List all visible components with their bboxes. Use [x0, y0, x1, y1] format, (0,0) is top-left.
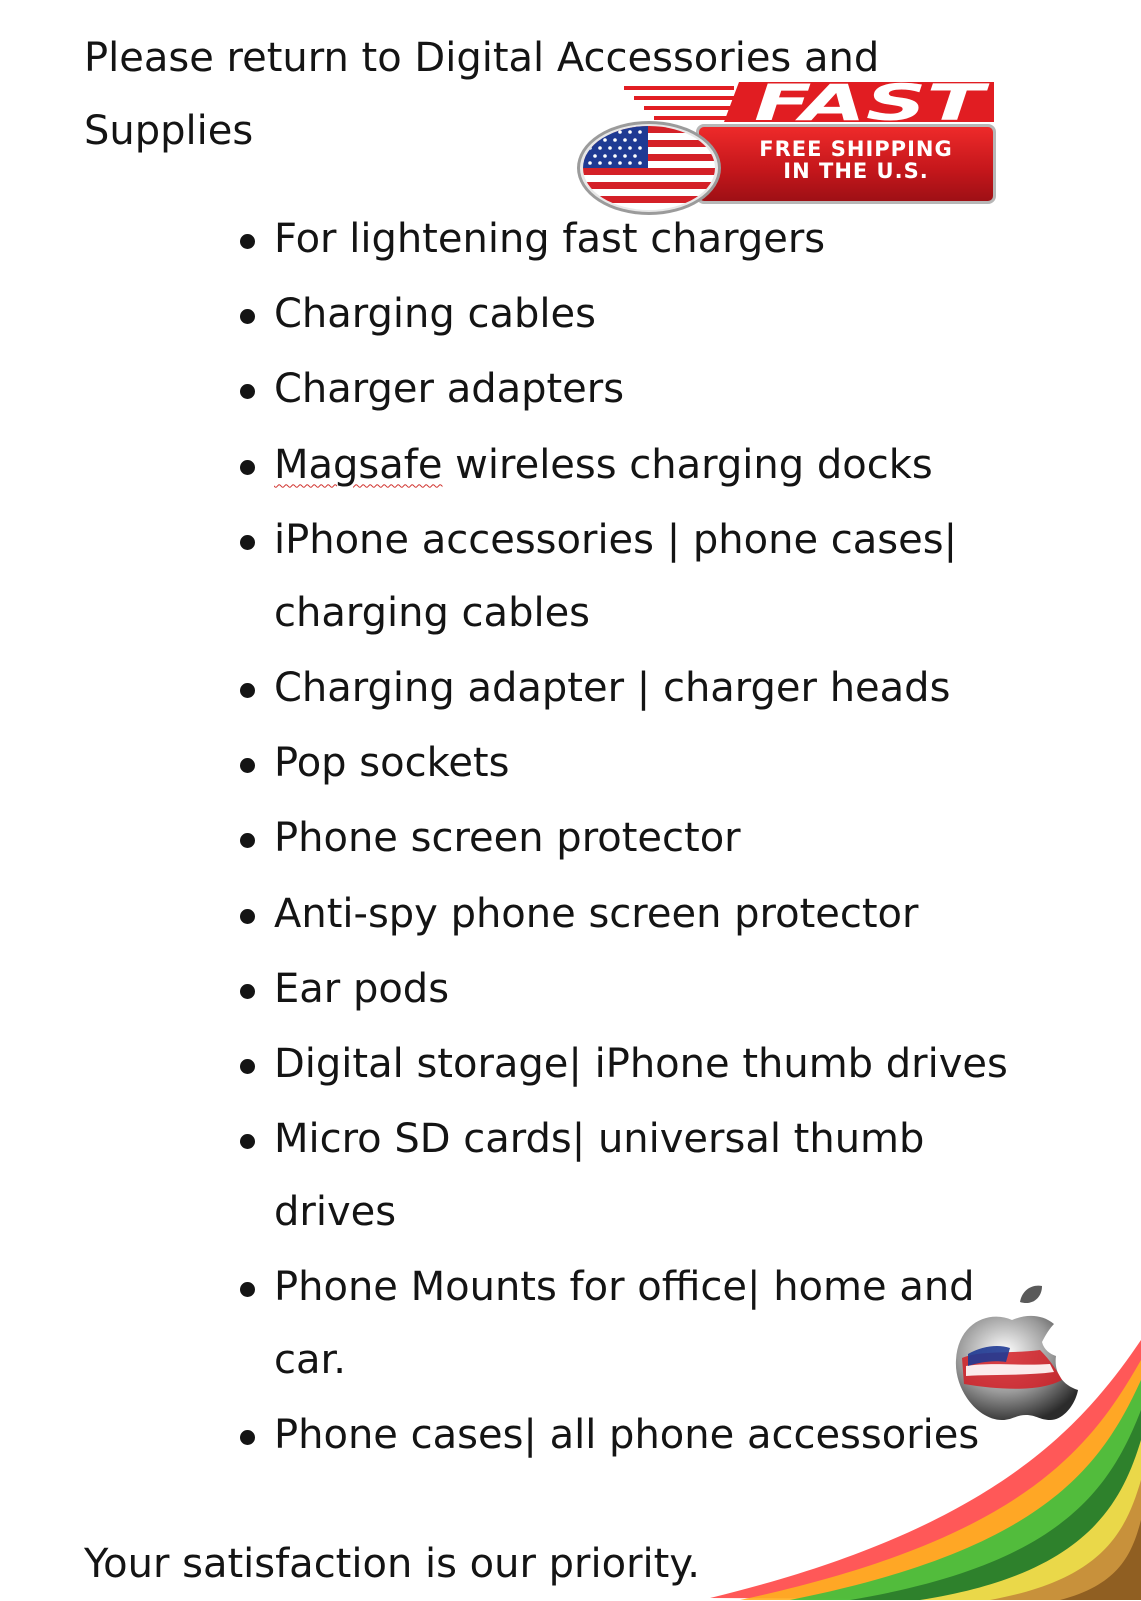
bullet-icon — [240, 833, 255, 848]
bullet-icon — [240, 1430, 255, 1445]
list-item-text: Ear pods — [274, 965, 450, 1012]
list-item — [238, 878, 1038, 951]
spellcheck-word: Magsafe — [274, 441, 443, 488]
bullet-icon — [240, 1059, 255, 1074]
list-item — [238, 727, 1038, 800]
list-item-text: Charger adapters — [274, 366, 625, 413]
list-item — [238, 1103, 1038, 1249]
list-item-text: Phone cases| all phone accessories — [274, 1412, 980, 1459]
intro-text: Please return to Digital Accessories and Supplies — [84, 35, 880, 154]
list-item — [238, 353, 1038, 426]
list-item — [238, 953, 1038, 1026]
list-item-text: iPhone accessories | phone cases| charging cables — [274, 516, 958, 636]
apple-logo-icon — [956, 1286, 1078, 1420]
fast-logo-icon — [624, 82, 994, 122]
list-item-text: Phone screen protector — [274, 815, 741, 862]
list-item — [238, 802, 1038, 875]
list-item-text: Phone Mounts for office| home and car. — [274, 1264, 975, 1384]
list-item — [238, 1028, 1038, 1101]
us-flag-icon — [576, 120, 722, 216]
bullet-icon — [240, 909, 255, 924]
free-shipping-badge — [576, 80, 1016, 216]
bullet-icon — [240, 984, 255, 999]
list-item-text: Pop sockets — [274, 740, 510, 787]
bullet-icon — [240, 758, 255, 773]
list-item — [238, 504, 1038, 650]
list-item — [238, 652, 1038, 725]
free-shipping-text: FREE SHIPPING IN THE U.S. — [759, 137, 953, 183]
bullet-icon — [240, 460, 255, 475]
list-item-text: Micro SD cards| universal thumb drives — [274, 1116, 925, 1236]
bullet-icon — [240, 309, 255, 324]
list-item — [238, 429, 1038, 502]
bullet-icon — [240, 234, 255, 249]
list-item-text: Anti-spy phone screen protector — [274, 890, 919, 937]
list-item-text: wireless charging docks — [442, 441, 933, 488]
list-item-text: For lightening fast chargers — [274, 216, 826, 262]
bullet-icon — [240, 384, 255, 399]
list-item — [238, 278, 1038, 351]
bullet-icon — [240, 1134, 255, 1149]
list-item-text: Digital storage| iPhone thumb drives — [274, 1040, 1008, 1087]
fast-logo-text: FAST — [754, 82, 991, 122]
bullet-icon — [240, 1282, 255, 1297]
corner-decoration — [700, 1280, 1141, 1600]
bullet-icon — [240, 683, 255, 698]
bullet-icon — [240, 535, 255, 550]
closing-text: Your satisfaction is our priority. — [84, 1541, 701, 1587]
list-item-text: Charging adapter | charger heads — [274, 664, 951, 711]
colored-cables-icon — [710, 1340, 1141, 1600]
list-item-text: Charging cables — [274, 291, 596, 338]
list-item — [238, 203, 1038, 276]
